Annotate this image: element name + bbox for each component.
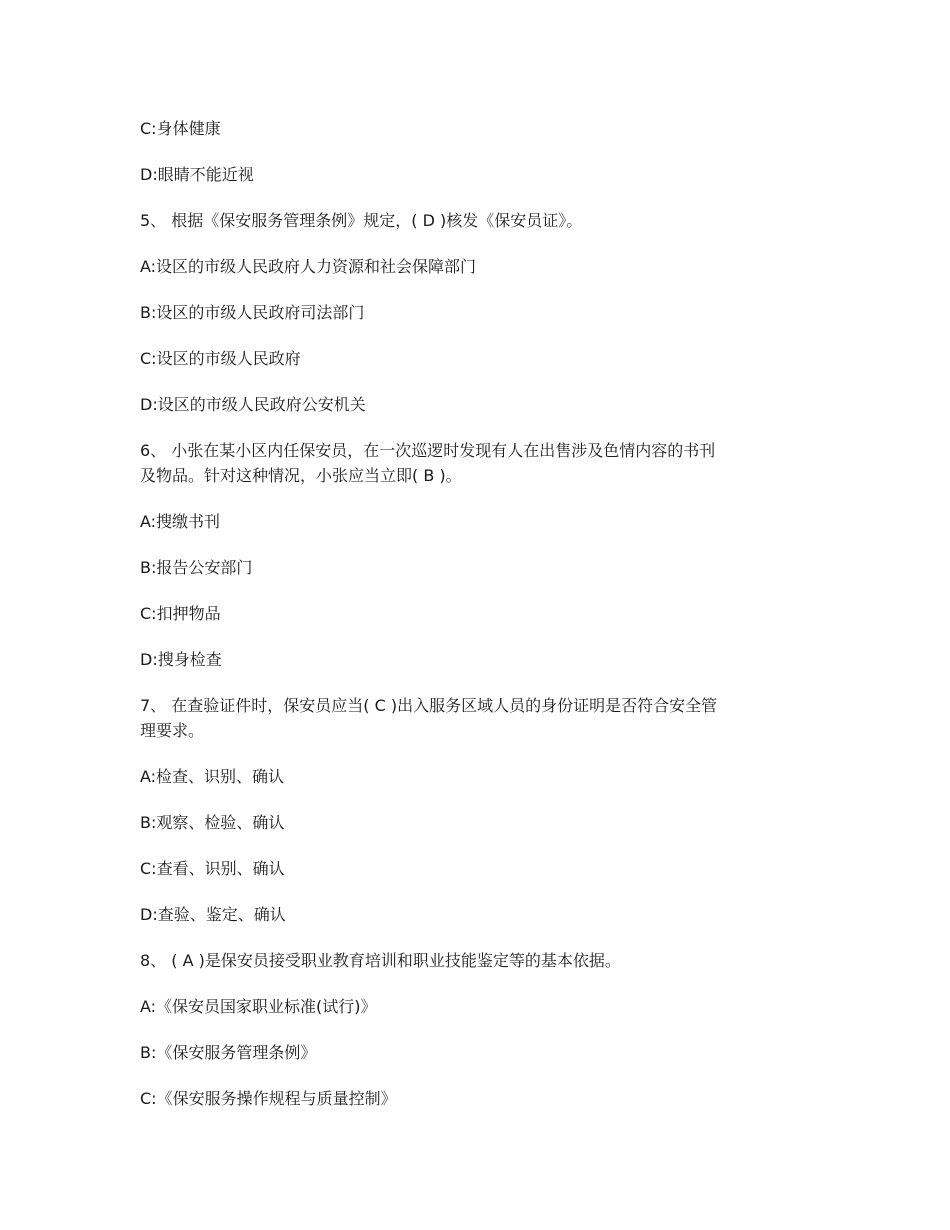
option-d-q4: D:眼睛不能近视 [140, 165, 254, 184]
option-c-q7: C:查看、识别、确认 [140, 859, 285, 878]
option-d-q7: D:查验、鉴定、确认 [140, 905, 286, 924]
option-d-q6: D:搜身检查 [140, 650, 222, 669]
option-c-q4: C:身体健康 [140, 119, 221, 138]
question-8: 8、 ( A )是保安员接受职业教育培训和职业技能鉴定等的基本依据。 [140, 951, 621, 970]
option-a-q7: A:检查、识别、确认 [140, 767, 285, 786]
question-5: 5、 根据《保安服务管理条例》规定，( D )核发《保安员证》。 [140, 211, 583, 230]
option-d-q5: D:设区的市级人民政府公安机关 [140, 395, 366, 414]
question-6-line-1: 6、 小张在某小区内任保安员，在一次巡逻时发现有人在出售涉及色情内容的书刊 [140, 441, 716, 460]
question-7-line-2: 理要求。 [140, 721, 205, 740]
option-a-q6: A:搜缴书刊 [140, 512, 221, 531]
option-a-q5: A:设区的市级人民政府人力资源和社会保障部门 [140, 257, 477, 276]
option-b-q5: B:设区的市级人民政府司法部门 [140, 303, 365, 322]
option-b-q7: B:观察、检验、确认 [140, 813, 285, 832]
option-c-q5: C:设区的市级人民政府 [140, 349, 301, 368]
question-7-line-1: 7、 在查验证件时，保安员应当( C )出入服务区域人员的身份证明是否符合安全管 [140, 696, 718, 715]
question-6-line-2: 及物品。针对这种情况，小张应当立即( B )。 [140, 466, 462, 485]
option-a-q8: A:《保安员国家职业标准(试行)》 [140, 997, 377, 1016]
option-b-q6: B:报告公安部门 [140, 558, 253, 577]
option-b-q8: B:《保安服务管理条例》 [140, 1043, 317, 1062]
option-c-q6: C:扣押物品 [140, 604, 221, 623]
option-c-q8: C:《保安服务操作规程与质量控制》 [140, 1089, 397, 1108]
